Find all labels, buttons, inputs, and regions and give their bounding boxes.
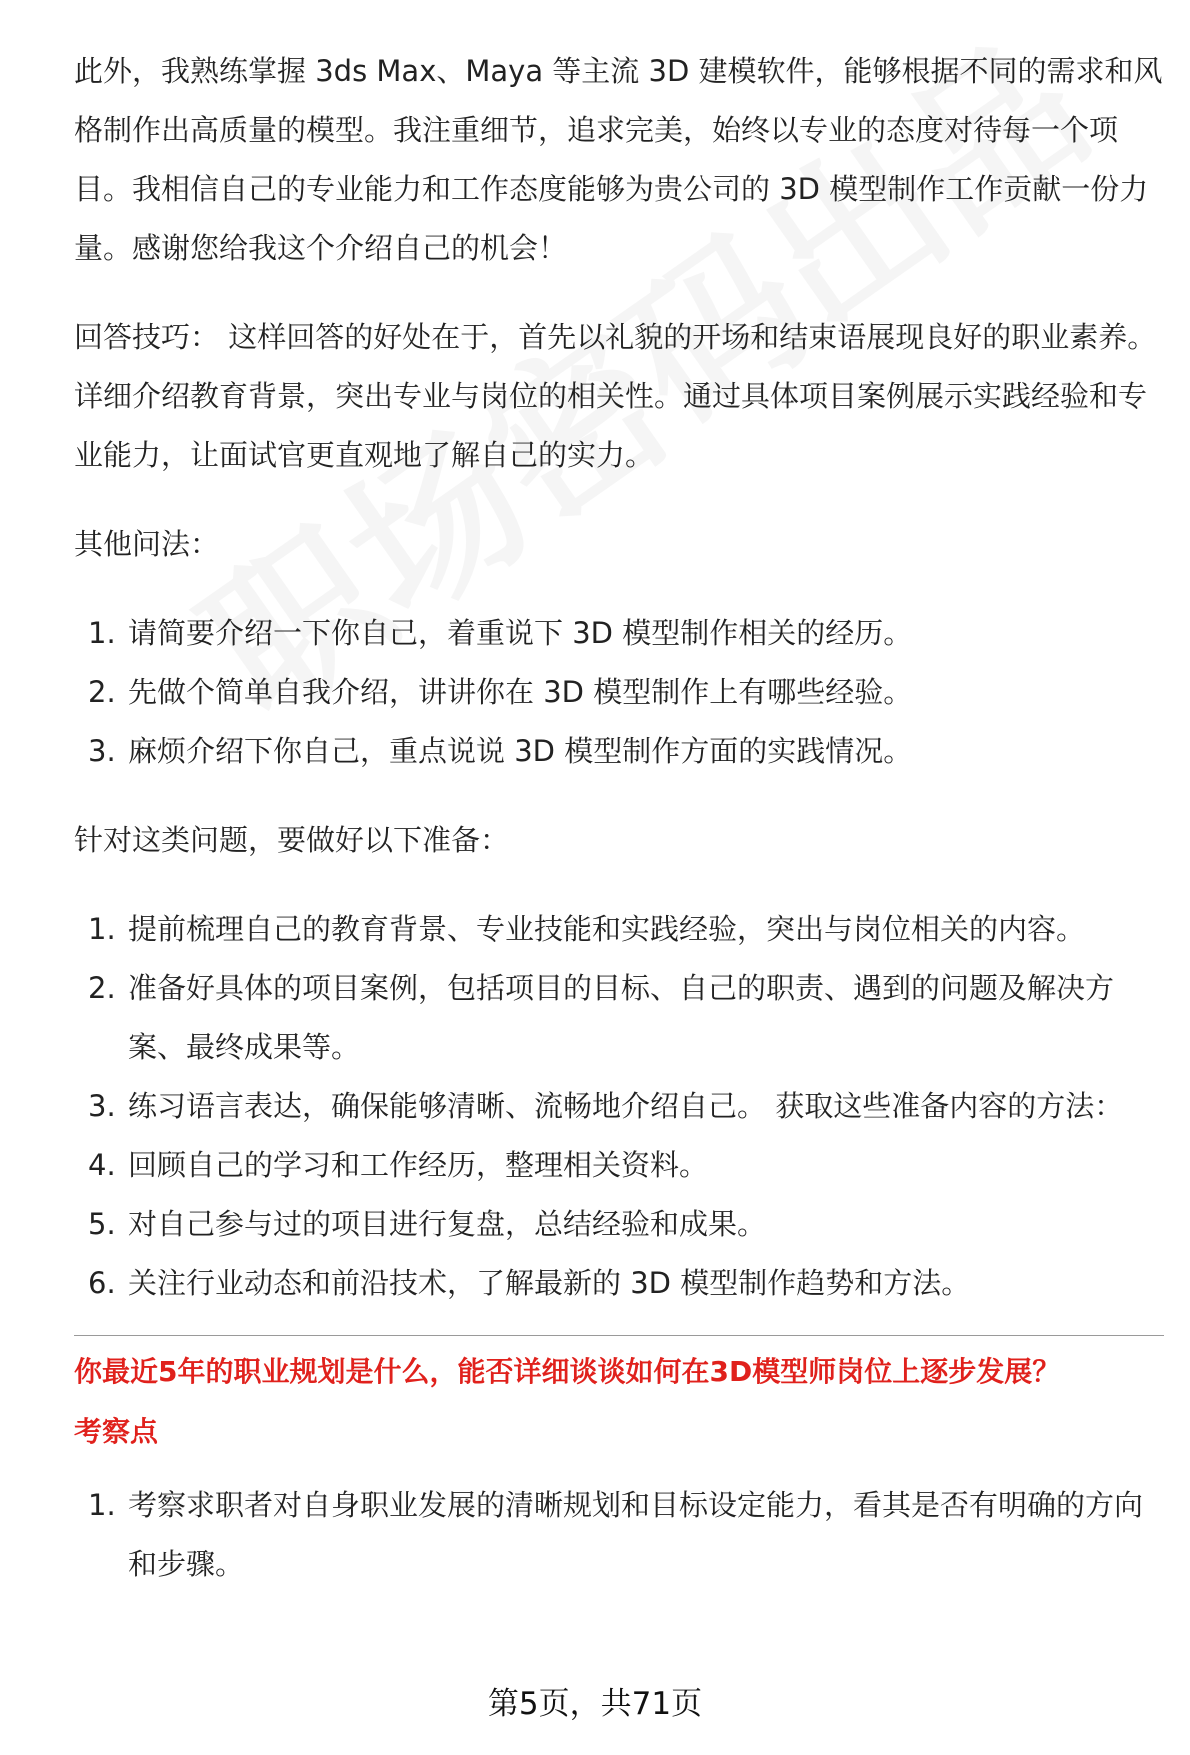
focus-list	[74, 1476, 1164, 1594]
preparation-heading: 针对这类问题，要做好以下准备：	[74, 823, 510, 857]
other-questions-heading: 其他问法：	[74, 527, 220, 561]
list-item: 5. 对自己参与过的项目进行复盘，总结经验和成果。	[88, 1207, 767, 1241]
document-body	[74, 42, 1164, 1594]
list-item: 1. 考察求职者对自身职业发展的清晰规划和目标设定能力，看其是否有明确的方向和步骤。	[88, 1488, 1144, 1581]
answer-tips-paragraph: 回答技巧： 这样回答的好处在于，首先以礼貌的开场和结束语展现良好的职业素养。详细介绍教育背景，突出专业与岗位的相关性。通过具体项目案例展示实践经验和专业能力，让面试官更直观地了解自己的实力。	[74, 320, 1157, 472]
list-item: 4. 回顾自己的学习和工作经历，整理相关资料。	[88, 1148, 709, 1182]
question-title: 你最近5年的职业规划是什么，能否详细谈谈如何在3D模型师岗位上逐步发展？	[74, 1355, 1061, 1388]
list-item: 2. 准备好具体的项目案例，包括项目的目标、自己的职责、遇到的问题及解决方案、最终成果等。	[88, 971, 1115, 1064]
focus-heading: 考察点	[74, 1415, 159, 1448]
intro-paragraph: 此外，我熟练掌握 3ds Max、Maya 等主流 3D 建模软件，能够根据不同的需求和风格制作出高质量的模型。我注重细节，追求完美，始终以专业的态度对待每一个项目。我相信自己的专业能力和工作态度能够为贵公司的 3D 模型制作工作贡献一份力量。感谢您给我这个介绍自己的机会！	[74, 54, 1163, 265]
list-item: 3. 麻烦介绍下你自己，重点说说 3D 模型制作方面的实践情况。	[88, 734, 913, 768]
list-item: 1. 请简要介绍一下你自己，着重说下 3D 模型制作相关的经历。	[88, 616, 913, 650]
list-item: 2. 先做个简单自我介绍，讲讲你在 3D 模型制作上有哪些经验。	[88, 675, 913, 709]
other-questions-list	[74, 604, 1164, 781]
preparation-list	[74, 900, 1164, 1313]
page-number-footer: 第5页，共71页	[487, 1686, 703, 1722]
section-divider	[74, 1335, 1164, 1336]
list-item: 3. 练习语言表达，确保能够清晰、流畅地介绍自己。 获取这些准备内容的方法：	[88, 1089, 1124, 1123]
list-item: 1. 提前梳理自己的教育背景、专业技能和实践经验，突出与岗位相关的内容。	[88, 912, 1086, 946]
list-item: 6. 关注行业动态和前沿技术，了解最新的 3D 模型制作趋势和方法。	[88, 1266, 971, 1300]
